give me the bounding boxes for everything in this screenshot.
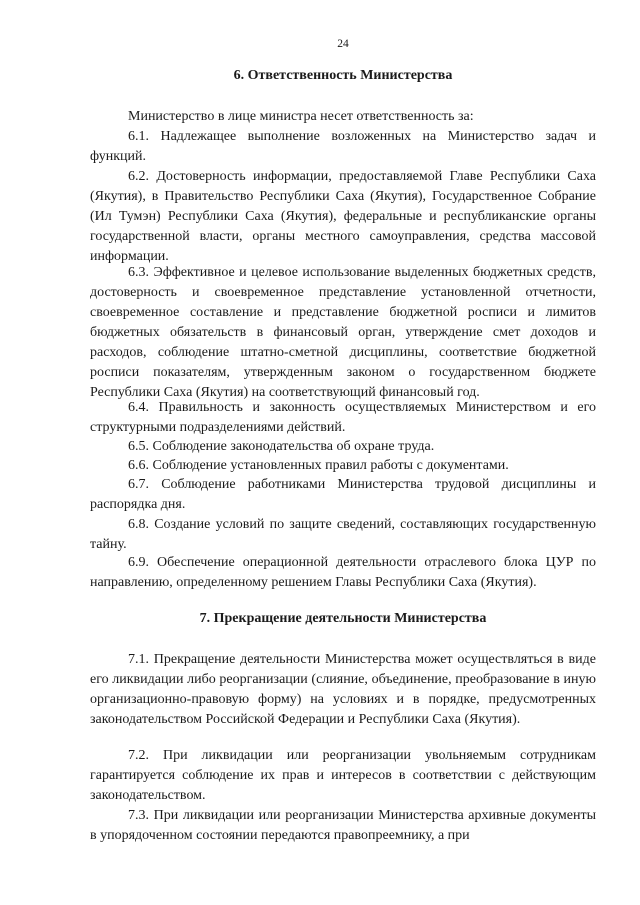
section-6-intro: Министерство в лице министра несет ответственность за: — [128, 109, 474, 124]
clause-7-2: 7.2. При ликвидации или реорганизации увольняемым сотрудникам гарантируется соблюдение их прав и интересов в соответствии с действующим законодательством. — [90, 748, 596, 803]
clause-6-4: 6.4. Правильность и законность осуществляемых Министерством и его структурными подразделениями действий. — [90, 400, 596, 435]
page-number: 24 — [337, 38, 349, 50]
section-6-heading: 6. Ответственность Министерства — [233, 68, 453, 83]
clause-6-5: 6.5. Соблюдение законодательства об охране труда. — [128, 439, 435, 454]
clause-6-9: 6.9. Обеспечение операционной деятельности отраслевого блока ЦУР по направлению, определенному решением Главы Республики Саха (Якутия). — [90, 555, 596, 590]
clause-7-1: 7.1. Прекращение деятельности Министерства может осуществляться в виде его ликвидации либо реорганизации (слияние, объединение, преобразование в иную организационно-правовую форму) на условиях и в порядке, предусмотренных законодательством Российской Федерации и Республики Саха (Якутия). — [90, 652, 596, 727]
section-7-heading: 7. Прекращение деятельности Министерства — [199, 611, 487, 626]
clause-6-1: 6.1. Надлежащее выполнение возложенных на Министерство задач и функций. — [90, 129, 596, 164]
clause-7-3: 7.3. При ликвидации или реорганизации Министерства архивные документы в упорядоченном состоянии передаются правопреемнику, а при — [90, 808, 596, 843]
clause-6-2: 6.2. Достоверность информации, предоставляемой Главе Республики Саха (Якутия), в Правительство Республики Саха (Якутия), Государственное Собрание (Ил Тумэн) Республики Саха (Якутия), федеральные и республиканские органы государственной власти, органы местного самоуправления, средства массовой информации. — [90, 169, 596, 264]
clause-6-3: 6.3. Эффективное и целевое использование выделенных бюджетных средств, достоверность и своевременное представление установленной отчетности, своевременное составление и представление бюджетной росписи и лимитов бюджетных обязательств в финансовый орган, утверждение смет доходов и расходов, соблюдение штатно-сметной дисциплины, соответствие бюджетной росписи показателям, утвержденным законом о государственном бюджете Республики Саха (Якутия) на соответствующий финансовый год. — [90, 265, 596, 400]
clause-6-6: 6.6. Соблюдение установленных правил работы с документами. — [128, 458, 509, 473]
clause-6-8: 6.8. Создание условий по защите сведений, составляющих государственную тайну. — [90, 517, 596, 552]
clause-6-7: 6.7. Соблюдение работниками Министерства трудовой дисциплины и распорядка дня. — [90, 477, 596, 512]
